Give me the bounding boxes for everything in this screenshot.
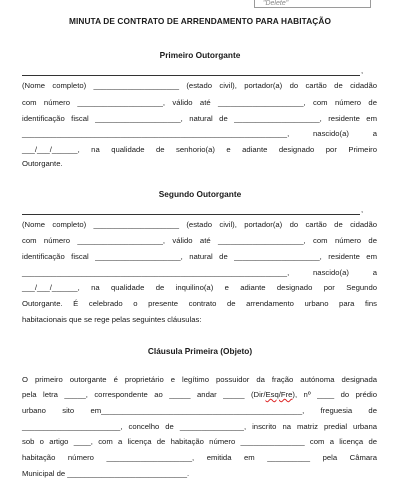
second-party-line: Outorgante. É celebrado o presente contrato de arrendamento urbano para fins	[22, 299, 377, 308]
second-party-line: ___/___/______, na qualidade de inquilino(a) e adiante designado por Segundo	[22, 283, 377, 292]
clause-one-line: pela letra _____, correspondente ao _____ andar _____ (Dir/Esq/Fre), nº ____ do prédio	[22, 390, 377, 399]
clause-one-line: habitação número ____________________, emitida em __________ pela Câmara	[22, 453, 377, 462]
first-party-line: (Nome completo) ____________________ (estado civil), portador(a) do cartão de cidadão	[22, 81, 377, 90]
second-party-heading: Segundo Outorgante	[158, 189, 242, 199]
first-party-line: Outorgante.	[22, 159, 63, 168]
second-party-line: habitacionais que se rege pelas seguintes cláusulas:	[22, 315, 202, 324]
spelling-flag[interactable]: Esq/Fre	[265, 390, 293, 399]
second-party-line: identificação fiscal ____________________, natural de ____________________, residente em	[22, 252, 377, 261]
second-party-name-blank	[22, 214, 360, 215]
clause-one-line: _______________________, concelho de _______________, inscrito na matriz predial urbana	[22, 422, 377, 431]
delete-comment-box[interactable]: "Delete"	[254, 0, 371, 8]
first-party-heading: Primeiro Outorgante	[159, 50, 241, 60]
second-party-line: ______________________________________________________________, nascido(a) a	[22, 268, 377, 277]
first-party-blank-comma: ,	[361, 66, 364, 75]
second-party-line: com número ____________________, válido até ____________________, com número de	[22, 236, 377, 245]
clause-one-line: urbano sito em_______________________________________________, freguesia de	[22, 406, 377, 415]
first-party-line: ______________________________________________________________, nascido(a) a	[22, 129, 377, 138]
clause-one-line: O primeiro outorgante é proprietário e legítimo possuidor da fração autónoma designada	[22, 375, 377, 384]
first-party-line: com número ____________________, válido até ____________________, com número de	[22, 98, 377, 107]
clause-one-line: Municipal de ____________________________.	[22, 469, 190, 478]
clause-one-line: sob o artigo ____, com a licença de habitação número _______________ com a licença de	[22, 437, 377, 446]
clause-one-heading: Cláusula Primeira (Objeto)	[147, 346, 253, 356]
second-party-line: (Nome completo) ____________________ (estado civil), portador(a) do cartão de cidadão	[22, 220, 377, 229]
first-party-line: identificação fiscal ____________________, natural de ____________________, residente em	[22, 114, 377, 123]
first-party-name-blank	[22, 75, 360, 76]
second-party-blank-comma: ,	[361, 205, 364, 214]
first-party-line: ___/___/______, na qualidade de senhorio(a) e adiante designado por Primeiro	[22, 145, 377, 154]
document-title: MINUTA DE CONTRATO DE ARRENDAMENTO PARA HABITAÇÃO	[68, 16, 332, 26]
